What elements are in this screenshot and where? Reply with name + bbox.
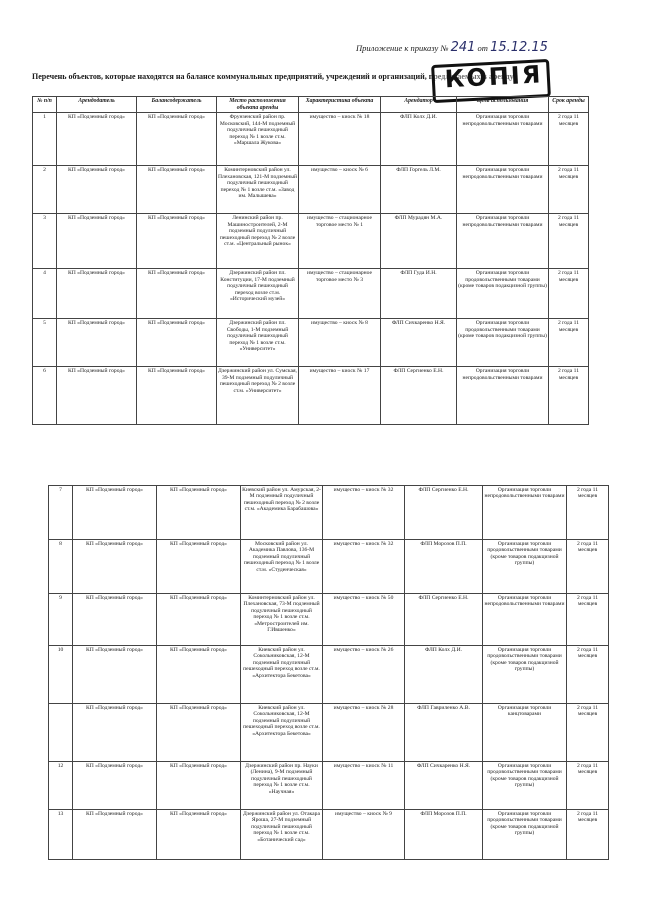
table-row <box>33 166 589 214</box>
table-row <box>49 594 609 646</box>
purpose-cell: Организация торговли продовольственными товарами (кроме товаров подакцизной группы) <box>483 762 567 810</box>
lessor-cell: КП «Подземный город» <box>57 113 137 166</box>
table-row <box>49 486 609 540</box>
tenant-cell: ФЛП Морозов П.П. <box>405 810 483 860</box>
location-cell: Дзержинский район пр. Науки (Ленина), 9-М подземный подуличный пешеходный переход № 1 возле ст.м. «Научная» <box>241 762 323 810</box>
lessor-cell: КП «Подземный город» <box>57 269 137 319</box>
object-cell: имущество – киоск № 50 <box>323 594 405 646</box>
balance-holder-cell: КП «Подземный город» <box>157 486 241 540</box>
row-number: 13 <box>49 810 73 860</box>
location-cell: Фрунзенский район пр. Московский, 144-М подземный подуличный пешеходный переход № 1 возле ст.м. «Маршала Жукова» <box>217 113 299 166</box>
tenant-cell: ФЛП Гавриленко А.В. <box>405 704 483 762</box>
object-cell: имущество – киоск № 9 <box>323 810 405 860</box>
table-row <box>49 646 609 704</box>
balance-holder-cell: КП «Подземный город» <box>137 214 217 269</box>
appendix-label: Приложение к приказу № <box>356 43 449 53</box>
location-cell: Коминтерновский район ул. Плехановская, 73-М подземный подуличный пешеходный переход № 1 возле ст.м. «Метростроителей им. Г.Ившенко» <box>241 594 323 646</box>
location-cell: Дзержинский район ул. Сумская, 39-М подземный подуличный пешеходный переход № 2 возле ст.м. «Университет» <box>217 367 299 425</box>
balance-holder-cell: КП «Подземный город» <box>157 762 241 810</box>
purpose-cell: Организация торговли непродовольственными товарами <box>457 113 549 166</box>
table-row <box>33 319 589 367</box>
col-header-purpose: Цель использования <box>457 97 549 113</box>
term-cell: 2 года 11 месяцев <box>567 540 609 594</box>
term-cell: 2 года 11 месяцев <box>567 486 609 540</box>
from-label: от <box>477 43 488 53</box>
col-header-holder: Балансодержатель <box>137 97 217 113</box>
location-cell: Московский район ул. Академика Павлова, 136-М подземный подуличный пешеходный переход № 1 возле ст.м. «Студенческая» <box>241 540 323 594</box>
location-cell: Дзержинский район пл. Свободы, 1-М подземный подуличный пешеходный переход № 1 возле ст.м. «Университет» <box>217 319 299 367</box>
object-cell: имущество – киоск № 17 <box>299 367 381 425</box>
col-header-num: № п/п <box>33 97 57 113</box>
tenant-cell: ФЛП Гуда И.Н. <box>381 269 457 319</box>
location-cell: Киевский район ул. Сокольниковская, 12-М подземный подуличный пешеходный переход возле ст.м. «Архитектора Бекетова» <box>241 704 323 762</box>
tenant-cell: ФЛП Горгель Л.М. <box>381 166 457 214</box>
balance-holder-cell: КП «Подземный город» <box>157 810 241 860</box>
appendix-reference <box>356 40 548 55</box>
row-number: 5 <box>33 319 57 367</box>
object-cell: имущество – киоск № 32 <box>323 486 405 540</box>
row-number: 2 <box>33 166 57 214</box>
balance-holder-cell: КП «Подземный город» <box>157 540 241 594</box>
balance-holder-cell: КП «Подземный город» <box>157 704 241 762</box>
row-number: 12 <box>49 762 73 810</box>
purpose-cell: Организация торговли продовольственными товарами (кроме товаров подакцизной группы) <box>483 810 567 860</box>
tenant-cell: ФЛП Мурадян М.А. <box>381 214 457 269</box>
purpose-cell: Организация торговли продовольственными товарами (кроме товаров подакцизной группы) <box>457 319 549 367</box>
purpose-cell: Организация торговли непродовольственными товарами <box>457 367 549 425</box>
term-cell: 2 года 11 месяцев <box>549 269 589 319</box>
location-cell: Дзержинский район пл. Конституции, 17-М подземный подуличный пешеходный переход возле ст.м. «Исторический музей» <box>217 269 299 319</box>
table-header-row <box>33 97 589 113</box>
purpose-cell: Организация торговли непродовольственными товарами <box>457 214 549 269</box>
purpose-cell: Организация торговли непродовольственными товарами <box>457 166 549 214</box>
location-cell: Коминтерновский район ул. Плехановская, 121-М подземный подуличный пешеходный переход № 1 возле ст.м. «Завод им. Малышева» <box>217 166 299 214</box>
purpose-cell: Организация торговли непродовольственными товарами <box>483 594 567 646</box>
tenant-cell: ФЛП Морозов П.П. <box>405 540 483 594</box>
row-number: 4 <box>33 269 57 319</box>
lessor-cell: КП «Подземный город» <box>73 704 157 762</box>
purpose-cell: Организация торговли продовольственными товарами (кроме товаров подакцизной группы) <box>483 646 567 704</box>
term-cell: 2 года 11 месяцев <box>549 113 589 166</box>
row-number: 8 <box>49 540 73 594</box>
object-cell: имущество – киоск № 32 <box>323 540 405 594</box>
col-header-object: Характеристика объекта <box>299 97 381 113</box>
col-header-tenant: Арендатор <box>381 97 457 113</box>
tenant-cell: ФЛП Сергиенко Е.Н. <box>381 367 457 425</box>
balance-holder-cell: КП «Подземный город» <box>137 367 217 425</box>
term-cell: 2 года 11 месяцев <box>549 214 589 269</box>
location-cell: Ленинский район пр. Машиностроителей, 2-М подземный подуличный пешеходный переход № 2 возле ст.м. «Центральный рынок» <box>217 214 299 269</box>
purpose-cell: Организация торговли продовольственными товарами (кроме товаров подакцизной группы) <box>483 540 567 594</box>
row-number <box>49 704 73 762</box>
lessor-cell: КП «Подземный город» <box>73 594 157 646</box>
order-date: 15.12.15 <box>490 40 548 55</box>
row-number: 10 <box>49 646 73 704</box>
tenant-cell: ФЛП Сичкаренко Н.Я. <box>405 762 483 810</box>
tenant-cell: ФЛП Сичкаренко Н.Я. <box>381 319 457 367</box>
term-cell: 2 года 11 месяцев <box>567 762 609 810</box>
object-cell: имущество – киоск № 8 <box>299 319 381 367</box>
lessor-cell: КП «Подземный город» <box>73 486 157 540</box>
term-cell: 2 года 11 месяцев <box>549 319 589 367</box>
purpose-cell: Организация торговли непродовольственными товарами <box>483 486 567 540</box>
table-row <box>33 113 589 166</box>
table-row <box>49 704 609 762</box>
balance-holder-cell: КП «Подземный город» <box>157 594 241 646</box>
table-row <box>49 540 609 594</box>
object-cell: имущество – киоск № 6 <box>299 166 381 214</box>
tenant-cell: ФЛП Колх Д.И. <box>381 113 457 166</box>
order-number: 241 <box>450 40 476 55</box>
object-cell: имущество – киоск № 28 <box>323 704 405 762</box>
lessor-cell: КП «Подземный город» <box>57 319 137 367</box>
table-row <box>33 367 589 425</box>
object-cell: имущество – стационарное торговое место № 1 <box>299 214 381 269</box>
lessor-cell: КП «Подземный город» <box>73 646 157 704</box>
term-cell: 2 года 11 месяцев <box>567 594 609 646</box>
col-header-lessor: Арендодатель <box>57 97 137 113</box>
lessor-cell: КП «Подземный город» <box>57 166 137 214</box>
location-cell: Дзержинский район ул. Отакара Яроша, 27-М подземный подуличный пешеходный переход № 1 возле ст.м. «Ботанический сад» <box>241 810 323 860</box>
balance-holder-cell: КП «Подземный город» <box>137 319 217 367</box>
term-cell: 2 года 11 месяцев <box>567 704 609 762</box>
object-cell: имущество – киоск № 26 <box>323 646 405 704</box>
term-cell: 2 года 11 месяцев <box>549 166 589 214</box>
location-cell: Киевский район ул. Сокольниковская, 12-М подземный подуличный пешеходный переход возле ст.м. «Архитектора Бекетова» <box>241 646 323 704</box>
lessor-cell: КП «Подземный город» <box>73 810 157 860</box>
object-cell: имущество – киоск № 11 <box>323 762 405 810</box>
tenant-cell: ФЛП Колх Д.И. <box>405 646 483 704</box>
stamp-label: КОПІЯ <box>444 60 543 94</box>
objects-table-page2 <box>48 485 609 860</box>
term-cell: 2 года 11 месяцев <box>567 810 609 860</box>
object-cell: имущество – стационарное торговое место № 3 <box>299 269 381 319</box>
objects-table-page1 <box>32 96 589 425</box>
lessor-cell: КП «Подземный город» <box>57 214 137 269</box>
table-row <box>33 269 589 319</box>
lessor-cell: КП «Подземный город» <box>73 540 157 594</box>
term-cell: 2 года 11 месяцев <box>567 646 609 704</box>
location-cell: Киевский район ул. Амурская, 2-М подземный подуличный пешеходный переход № 2 возле ст.м. «Академика Барабашова» <box>241 486 323 540</box>
lessor-cell: КП «Подземный город» <box>73 762 157 810</box>
row-number: 6 <box>33 367 57 425</box>
row-number: 9 <box>49 594 73 646</box>
document-title: Перечень объектов, которые находятся на балансе коммунальных предприятий, учреждений и организаций, предлагаемых в аренду <box>32 72 514 81</box>
purpose-cell: Организация торговли канцтоварами <box>483 704 567 762</box>
object-cell: имущество – киоск № 18 <box>299 113 381 166</box>
balance-holder-cell: КП «Подземный город» <box>137 166 217 214</box>
tenant-cell: ФЛП Сергиенко Е.Н. <box>405 486 483 540</box>
tenant-cell: ФЛП Сергиенко Е.Н. <box>405 594 483 646</box>
col-header-location: Место расположения объекта аренды <box>217 97 299 113</box>
row-number: 3 <box>33 214 57 269</box>
balance-holder-cell: КП «Подземный город» <box>137 269 217 319</box>
term-cell: 2 года 11 месяцев <box>549 367 589 425</box>
col-header-term: Срок аренды <box>549 97 589 113</box>
lessor-cell: КП «Подземный город» <box>57 367 137 425</box>
row-number: 7 <box>49 486 73 540</box>
purpose-cell: Организация торговли продовольственными товарами (кроме товаров подакцизной группы) <box>457 269 549 319</box>
table-row <box>33 214 589 269</box>
table-row <box>49 810 609 860</box>
row-number: 1 <box>33 113 57 166</box>
balance-holder-cell: КП «Подземный город» <box>157 646 241 704</box>
balance-holder-cell: КП «Подземный город» <box>137 113 217 166</box>
table-row <box>49 762 609 810</box>
